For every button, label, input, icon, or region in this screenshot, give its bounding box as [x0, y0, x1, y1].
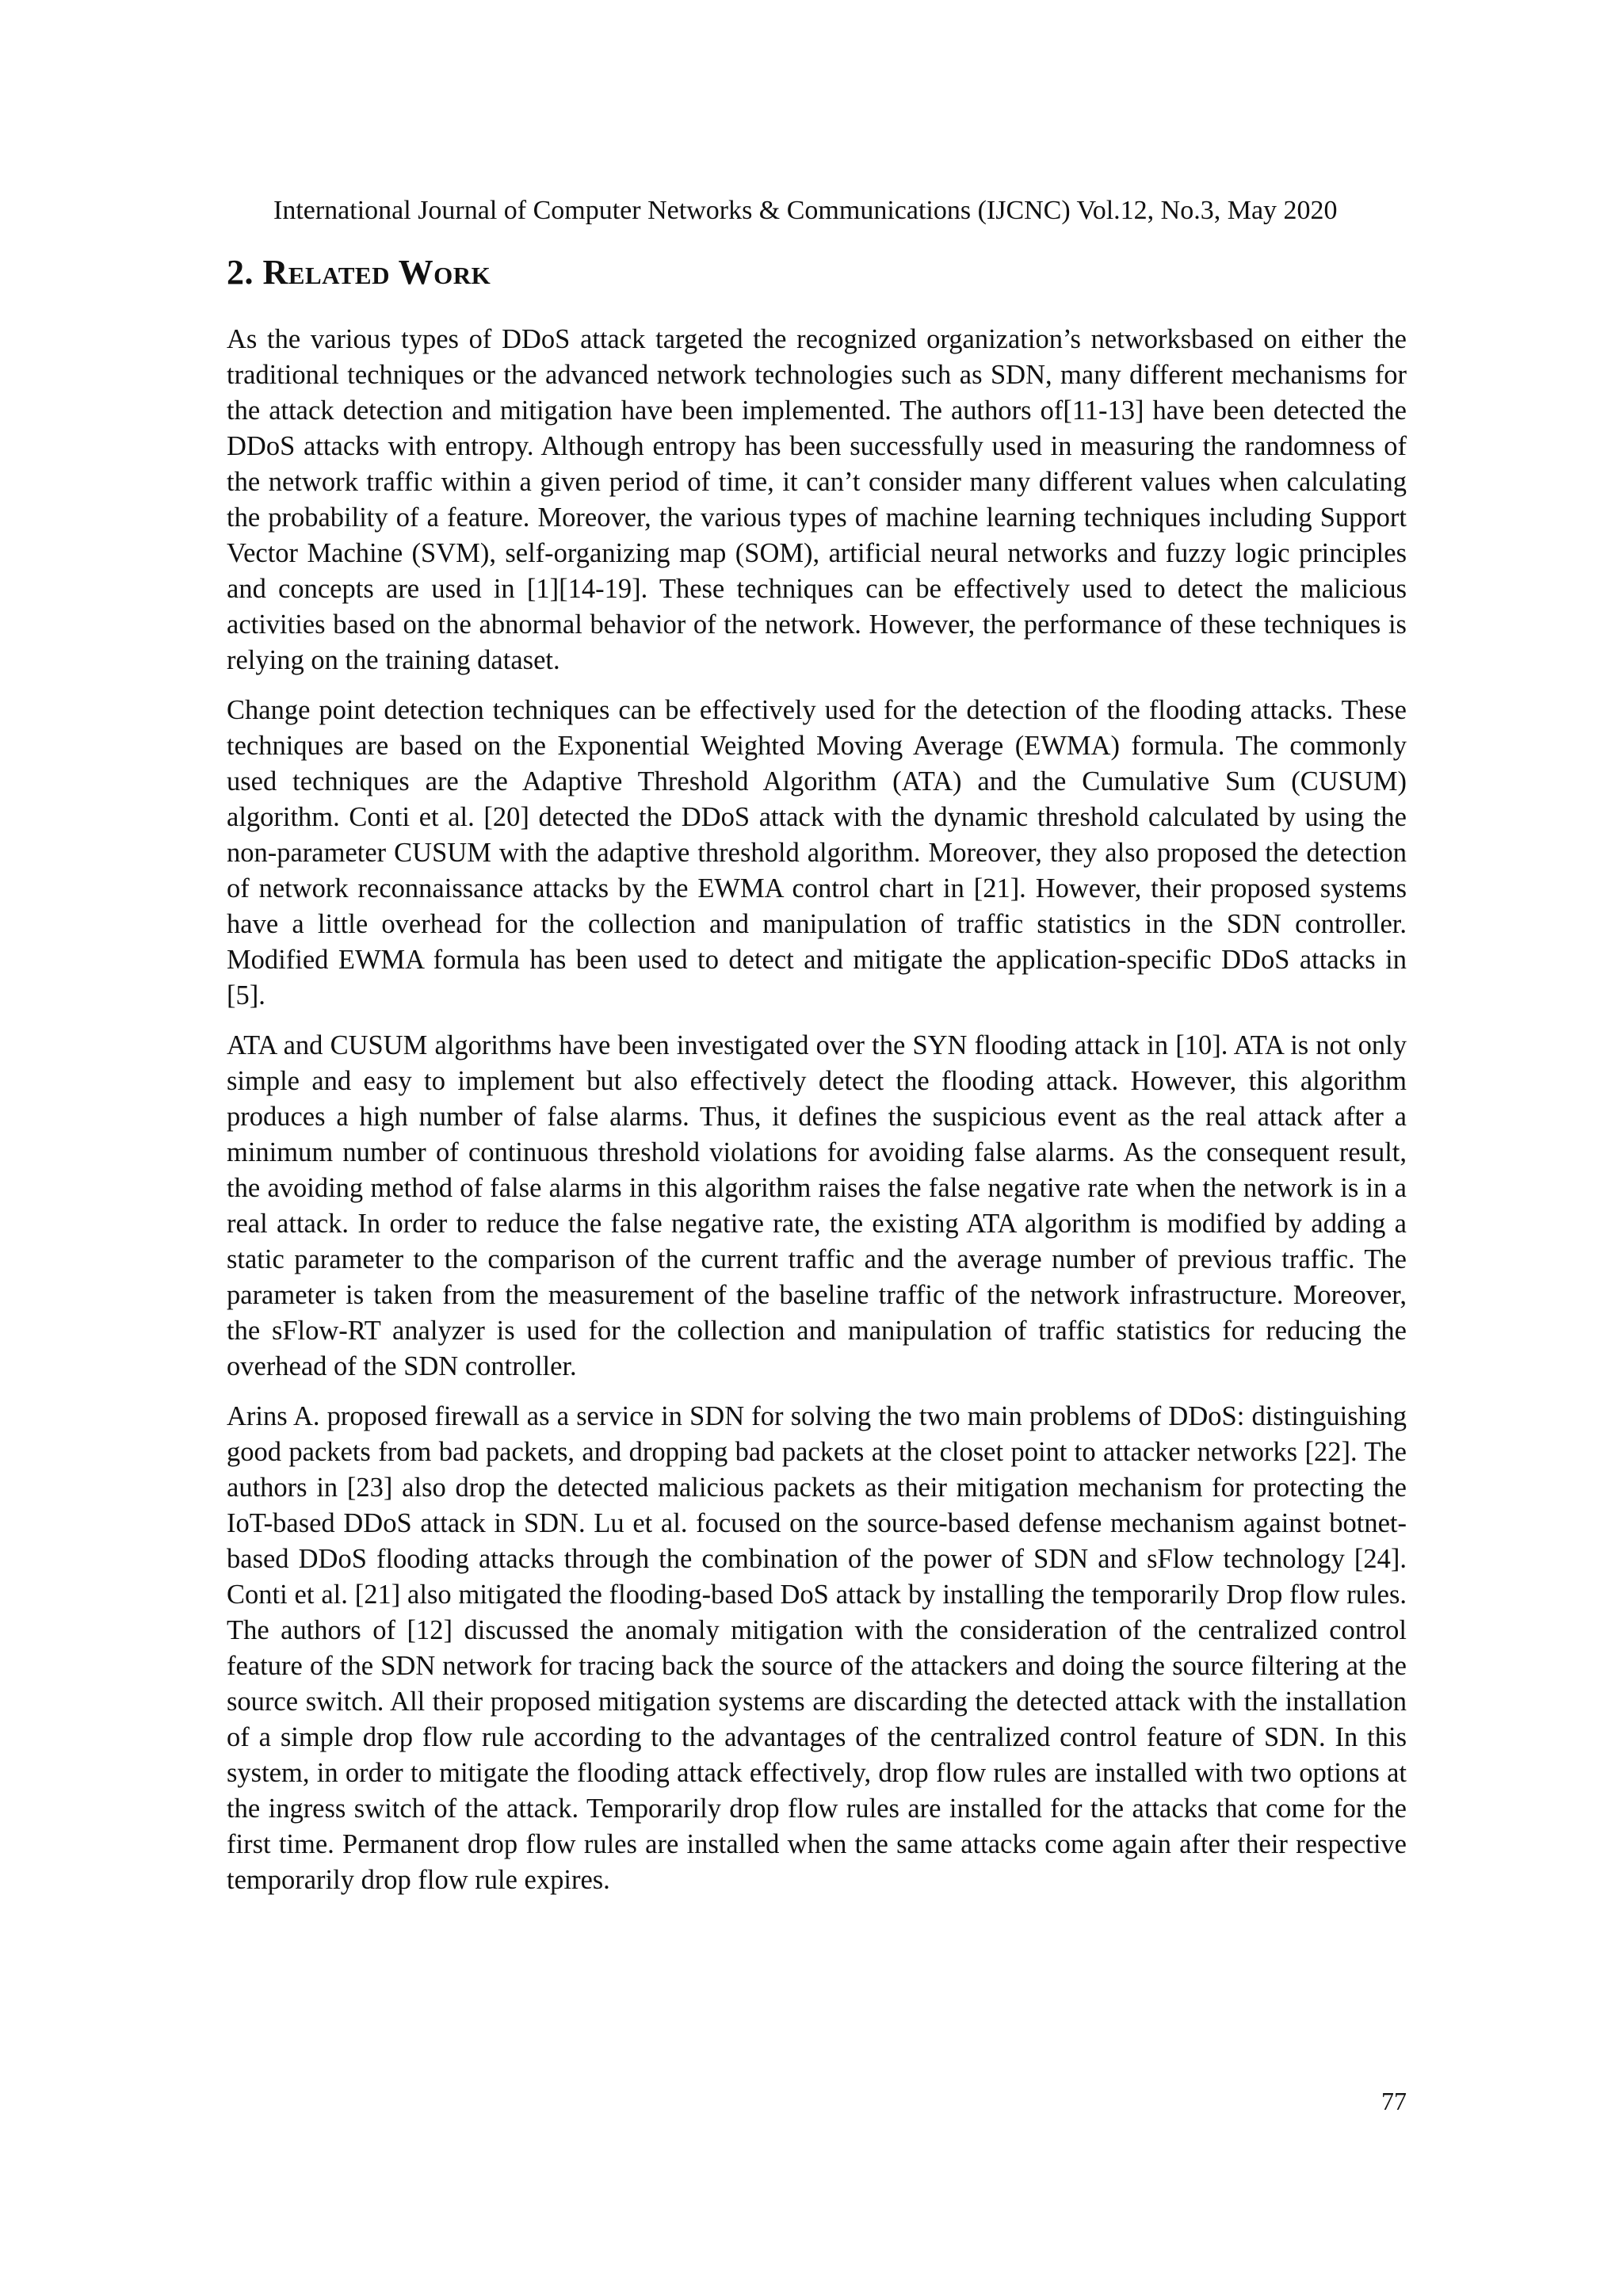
paragraph: ATA and CUSUM algorithms have been investigated over the SYN flooding attack in [10]. ATA is not only simple and easy to implement but also effectively detect the flooding attack. However, this algorithm produces a high number of false alarms. Thus, it defines the suspicious event as the real attack after a minimum number of continuous threshold violations for avoiding false alarms. As the consequent result, the avoiding method of false alarms in this algorithm raises the false negative rate when the network is in a real attack. In order to reduce the false negative rate, the existing ATA algorithm is modified by adding a static parameter to the comparison of the current traffic and the average number of previous traffic. The parameter is taken from the measurement of the baseline traffic of the network infrastructure. Moreover, the sFlow-RT analyzer is used for the collection and manipulation of traffic statistics for reducing the overhead of the SDN controller.: [227, 1030, 1407, 1381]
paragraph: Change point detection techniques can be effectively used for the detection of the flooding attacks. These techniques are based on the Exponential Weighted Moving Average (EWMA) formula. The commonly used techniques are the Adaptive Threshold Algorithm (ATA) and the Cumulative Sum (CUSUM) algorithm. Conti et al. [20] detected the DDoS attack with the dynamic threshold calculated by using the non-parameter CUSUM with the adaptive threshold algorithm. Moreover, they also proposed the detection of network reconnaissance attacks by the EWMA control chart in [21]. However, their proposed systems have a little overhead for the collection and manipulation of traffic statistics in the SDN controller. Modified EWMA formula has been used to detect and mitigate the application-specific DDoS attacks in [5].: [227, 695, 1407, 1010]
section-body: [227, 322, 1407, 1912]
section-heading: 2. Related Work: [227, 253, 491, 292]
page-number: 77: [1381, 2087, 1407, 2115]
paragraph: Arins A. proposed firewall as a service in SDN for solving the two main problems of DDoS: distinguishing good packets from bad packets, and dropping bad packets at the closet point to attacker networks [22]. The authors in [23] also drop the detected malicious packets as their mitigation mechanism for protecting the IoT-based DDoS attack in SDN. Lu et al. focused on the source-based defense mechanism against botnet-based DDoS flooding attacks through the combination of the power of SDN and sFlow technology [24]. Conti et al. [21] also mitigated the flooding-based DoS attack by installing the temporarily Drop flow rules. The authors of [12] discussed the anomaly mitigation with the consideration of the centralized control feature of the SDN network for tracing back the source of the attackers and doing the source filtering at the source switch. All their proposed mitigation systems are discarding the detected attack with the installation of a simple drop flow rule according to the advantages of the centralized control feature of SDN. In this system, in order to mitigate the flooding attack effectively, drop flow rules are installed with two options at the ingress switch of the attack. Temporarily drop flow rules are installed for the attacks that come for the first time. Permanent drop flow rules are installed when the same attacks come again after their respective temporarily drop flow rule expires.: [227, 1401, 1407, 1895]
paragraph: As the various types of DDoS attack targeted the recognized organization’s networksbased on either the traditional techniques or the advanced network technologies such as SDN, many different mechanisms for the attack detection and mitigation have been implemented. The authors of[11-13] have been detected the DDoS attacks with entropy. Although entropy has been successfully used in measuring the randomness of the network traffic within a given period of time, it can’t consider many different values when calculating the probability of a feature. Moreover, the various types of machine learning techniques including Support Vector Machine (SVM), self-organizing map (SOM), artificial neural networks and fuzzy logic principles and concepts are used in [1][14-19]. These techniques can be effectively used to detect the malicious activities based on the abnormal behavior of the network. However, the performance of these techniques is relying on the training dataset.: [227, 324, 1407, 675]
running-header: International Journal of Computer Networks & Communications (IJCNC) Vol.12, No.3, May 2020: [273, 196, 1338, 225]
